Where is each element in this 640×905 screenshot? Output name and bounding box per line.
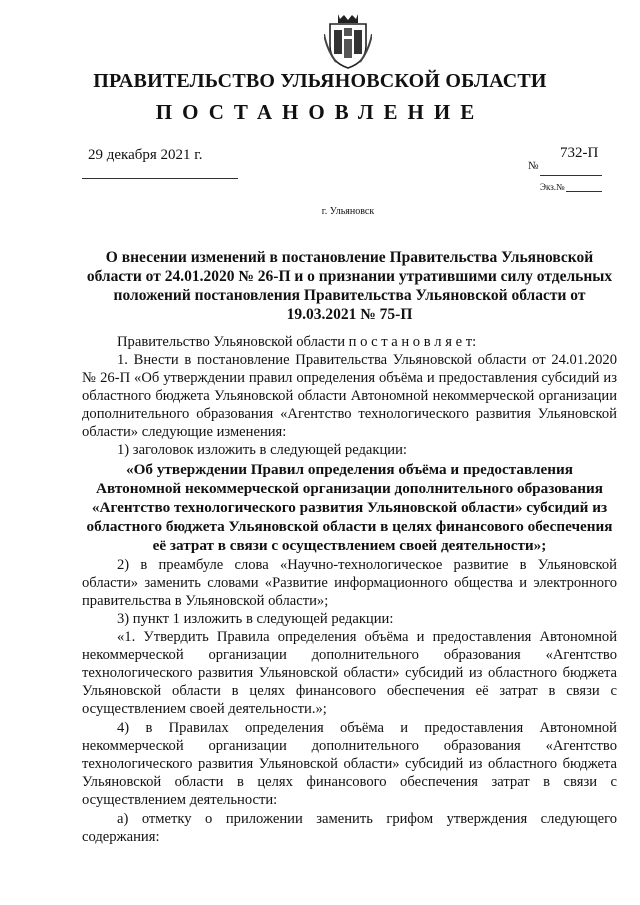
government-name: ПРАВИТЕЛЬСТВО УЛЬЯНОВСКОЙ ОБЛАСТИ <box>93 70 547 92</box>
subitem-1: 1) заголовок изложить в следующей редакции: <box>117 442 407 458</box>
document-heading: О внесении изменений в постановление Правительства Ульяновской области от 24.01.2020 № 26-П и о признании утратившими силу отдельных положений постановления Правительства Ульяновской области от 19.03.2021 № 75-П <box>86 249 613 323</box>
document-body <box>82 333 617 846</box>
document-number: 732-П <box>560 145 599 161</box>
subitem-4: 4) в Правилах определения объёма и предоставления Автономной некоммерческой организации дополнительного образования «Агентство технологического развития Ульяновской области» субсидий из областного бюджета Ульяновской области в целях финансового обеспечения затрат в связи с осуществлением деятельности: <box>82 720 617 808</box>
number-sign: № <box>528 160 539 172</box>
subitem-3-quote: «1. Утвердить Правила определения объёма и предоставления Автономной некоммерческой организации дополнительного образования «Агентство технологического развития Ульяновской области» субсидий из областного бюджета Ульяновской области в целях финансового обеспечения её затрат в связи с осуществлением своей деятельности.»; <box>82 629 617 717</box>
document-type: ПОСТАНОВЛЕНИЕ <box>155 100 485 124</box>
copy-number-underline <box>566 191 602 192</box>
decree-line: Правительство Ульяновской области п о с т а н о в л я е т: <box>117 334 477 350</box>
copy-number-label: Экз.№ <box>540 182 565 192</box>
number-underline <box>540 175 602 176</box>
subitem-3: 3) пункт 1 изложить в следующей редакции: <box>117 611 394 627</box>
subitem-4a: а) отметку о приложении заменить грифом утверждения следующего содержания: <box>82 811 617 845</box>
document-date: 29 декабря 2021 г. <box>88 147 203 163</box>
date-underline <box>82 178 238 179</box>
item-1: 1. Внести в постановление Правительства Ульяновской области от 24.01.2020 № 26-П «Об утверждении правил определения объёма и предоставления субсидий из областного бюджета Ульяновской области Автономной некоммерческой организации дополнительного образования «Агентство технологического развития Ульяновской области» следующие изменения: <box>82 352 617 440</box>
ulyanovsk-coat-of-arms-icon <box>324 10 372 70</box>
city: г. Ульяновск <box>321 206 375 217</box>
subitem-2: 2) в преамбуле слова «Научно-технологическое развитие в Ульяновской области» заменить словами «Развитие информационного общества и электронного правительства в Ульяновской области»; <box>82 557 617 609</box>
subitem-1-quote: «Об утверждении Правил определения объёма и предоставления Автономной некоммерческой организации дополнительного образования «Агентство технологического развития Ульяновской области» субсидий из областного бюджета Ульяновской области в целях финансового обеспечения её затрат в связи с осуществлением своей деятельности»; <box>86 461 613 554</box>
